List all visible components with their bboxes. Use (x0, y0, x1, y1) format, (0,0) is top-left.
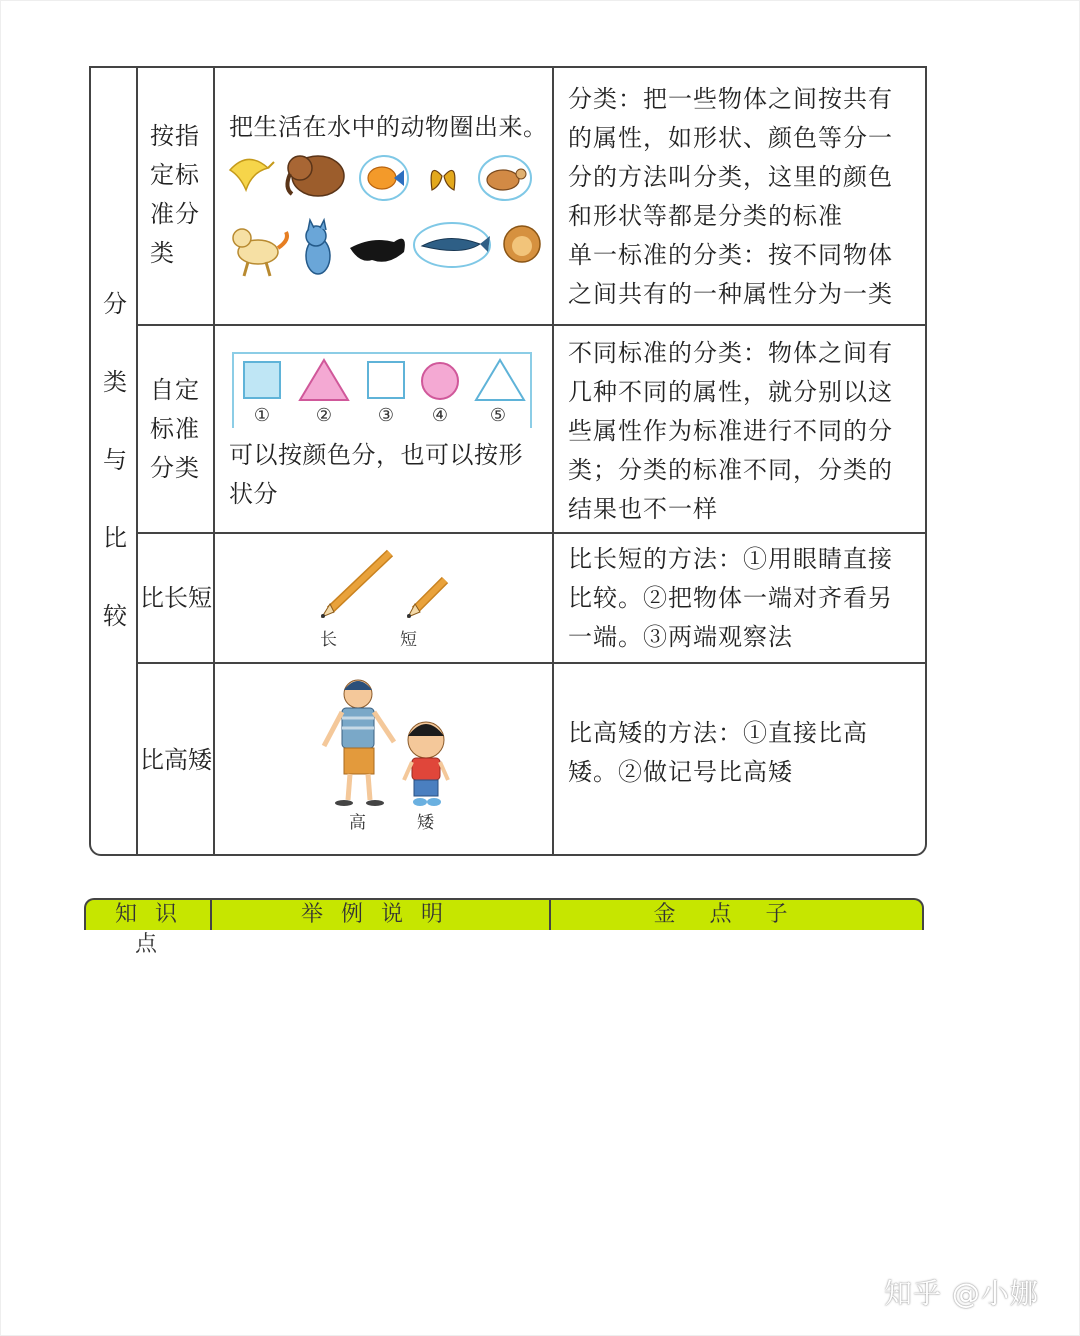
example-instruction: 可以按颜色分，也可以按形状分 (229, 441, 523, 508)
tall-label: 高 (349, 813, 366, 833)
main-topic-char: 比 (103, 524, 127, 552)
shape-label: ② (315, 405, 333, 426)
watermark: 知乎 @小娜 (884, 1277, 1039, 1310)
short-label: 矮 (417, 813, 434, 833)
sub-topic-label: 比高矮 (140, 745, 212, 774)
header-knowledge-point: 知识点 (114, 902, 195, 957)
shape-label: ④ (431, 405, 449, 426)
tip-cell: 不同标准的分类：物体之间有几种不同的属性，就分别以这些属性作为标准进行不同的分类；分类的标准不同，分类的结果也不一样 (568, 339, 893, 523)
shape-label: ① (253, 405, 271, 426)
sub-topic-label: 自定标准分类 (150, 375, 200, 482)
table-header-bar (84, 898, 924, 957)
main-topic-char: 分 (103, 290, 127, 318)
sub-topic-label: 按指定标准分类 (150, 122, 200, 267)
header-example: 举例说明 (300, 902, 461, 927)
header-tips: 金点子 (653, 902, 822, 927)
long-label: 长 (320, 630, 337, 650)
tip-cell: 比高矮的方法：①直接比高矮。②做记号比高矮 (568, 719, 868, 786)
shape-label: ⑤ (489, 405, 507, 426)
tip-cell: 分类：把一些物体之间按共有的属性，如形状、颜色等分一分的方法叫分类，这里的颜色和形状等都是分类的标准 单一标准的分类：按不同物体之间共有的一种属性分为一类 (568, 85, 893, 308)
main-topic-char: 类 (103, 368, 127, 396)
shape-label: ③ (377, 405, 395, 426)
tall-boy-icon (324, 680, 394, 806)
tip-cell: 比长短的方法：①用眼睛直接比较。②把物体一端对齐看另一端。③两端观察法 (568, 545, 893, 651)
sub-topic-label: 比长短 (140, 583, 212, 612)
main-topic-char: 与 (103, 446, 127, 474)
short-label: 短 (400, 630, 417, 650)
main-topic-char: 较 (103, 602, 127, 630)
example-instruction: 把生活在水中的动物圈出来。 (229, 113, 548, 141)
short-boy-icon (404, 722, 448, 806)
